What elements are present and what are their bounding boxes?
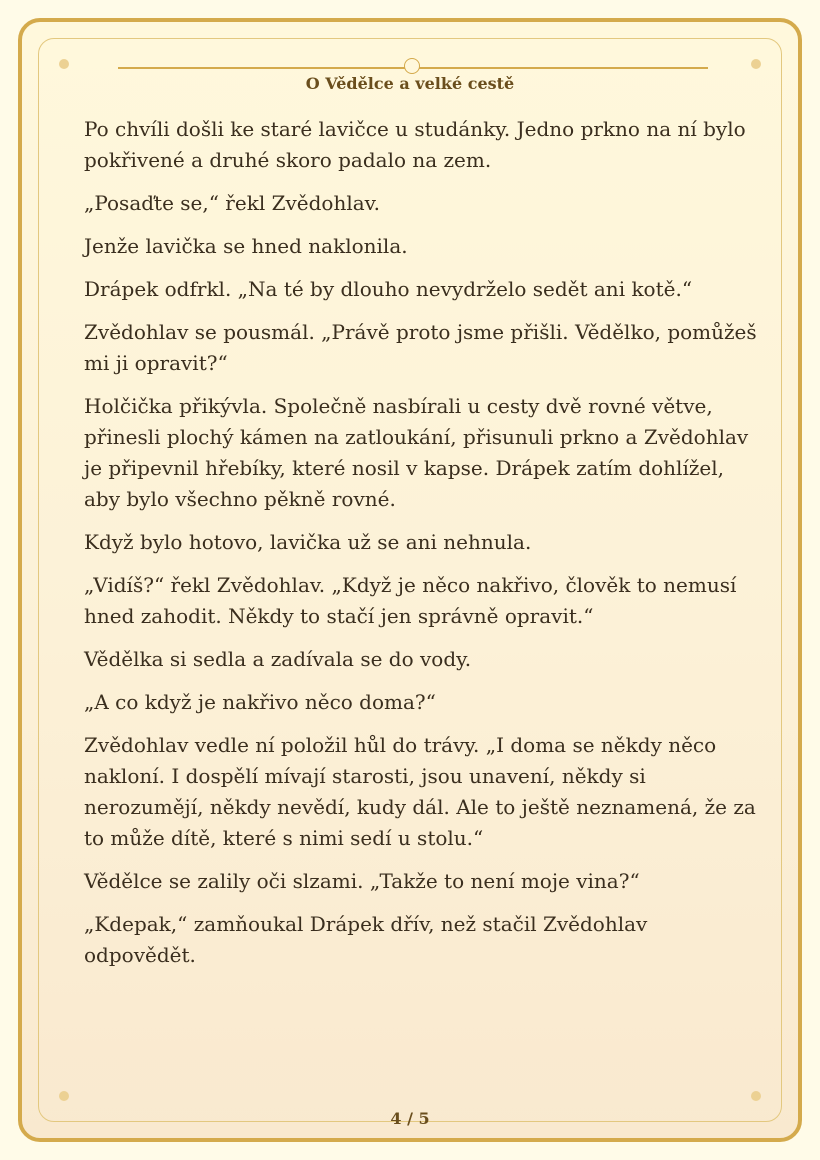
paragraph: Zvědohlav se pousmál. „Právě proto jsme přišli. Vědělko, pomůžeš mi ji opravit?“	[84, 320, 757, 375]
paragraph: „A co když je nakřivo něco doma?“	[84, 690, 436, 714]
paragraph: Zvědohlav vedle ní položil hůl do trávy. „I doma se někdy něco nakloní. I dospělí mívají starosti, jsou unavení, někdy si nerozumějí, někdy nevědí, kudy dál. Ale to ještě neznamená, že za to může dítě, které s nimi sedí u stolu.“	[84, 733, 756, 850]
corner-dot-icon	[751, 59, 761, 69]
story-text	[84, 114, 764, 983]
page-number: 4 / 5	[390, 1109, 430, 1128]
paragraph: „Posaďte se,“ řekl Zvědohlav.	[84, 191, 380, 215]
corner-dot-icon	[59, 59, 69, 69]
paragraph: Vědělka si sedla a zadívala se do vody.	[84, 647, 472, 671]
paragraph: „Kdepak,“ zamňoukal Drápek dřív, než stačil Zvědohlav odpovědět.	[84, 912, 648, 967]
paragraph: Vědělce se zalily oči slzami. „Takže to není moje vina?“	[84, 869, 640, 893]
paragraph: „Vidíš?“ řekl Zvědohlav. „Když je něco nakřivo, člověk to nemusí hned zahodit. Někdy to stačí jen správně opravit.“	[84, 573, 737, 628]
circle-ornament-icon	[404, 58, 420, 74]
paragraph: Když bylo hotovo, lavička už se ani nehnula.	[84, 530, 532, 554]
paragraph: Drápek odfrkl. „Na té by dlouho nevydrželo sedět ani kotě.“	[84, 277, 693, 301]
corner-dot-icon	[751, 1091, 761, 1101]
corner-dot-icon	[59, 1091, 69, 1101]
paragraph: Jenže lavička se hned naklonila.	[84, 234, 408, 258]
paragraph: Po chvíli došli ke staré lavičce u studánky. Jedno prkno na ní bylo pokřivené a druhé skoro padalo na zem.	[84, 117, 746, 172]
paragraph: Holčička přikývla. Společně nasbírali u cesty dvě rovné větve, přinesli plochý kámen na zatloukání, přisunuli prkno a Zvědohlav je připevnil hřebíky, které nosil v kapse. Drápek zatím dohlížel, aby bylo všechno pěkně rovné.	[84, 394, 749, 511]
book-page	[18, 18, 802, 1142]
chapter-title: O Vědělce a velké cestě	[305, 74, 515, 93]
